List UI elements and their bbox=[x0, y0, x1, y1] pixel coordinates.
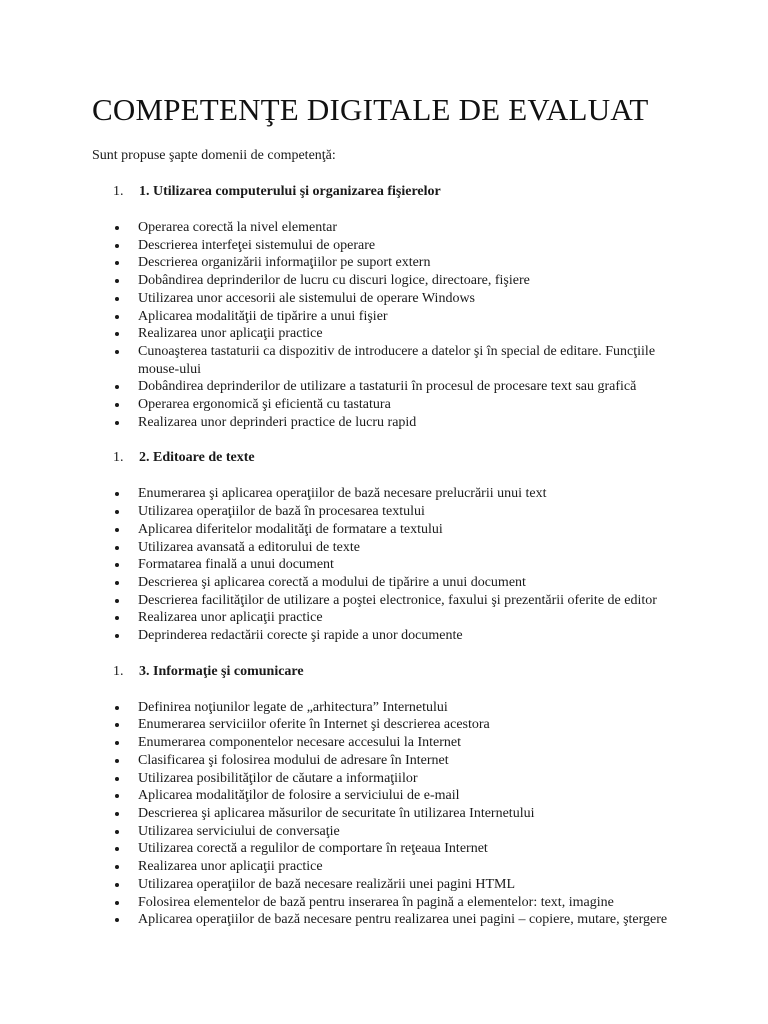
list-item: Aplicarea operaţiilor de bază necesare pentru realizarea unei pagini – copiere, mutare, ştergere bbox=[92, 911, 692, 929]
list-item: Aplicarea modalităţilor de folosire a serviciului de e-mail bbox=[92, 787, 692, 805]
bullet-icon bbox=[92, 414, 138, 432]
bullet-icon bbox=[92, 876, 138, 894]
list-item: Enumerarea serviciilor oferite în Internet şi descrierea acestora bbox=[92, 716, 692, 734]
list-item: Utilizarea posibilităţilor de căutare a informaţiilor bbox=[92, 770, 692, 788]
list-item: Descrierea şi aplicarea corectă a modului de tipărire a unui document bbox=[92, 574, 692, 592]
section-item-list bbox=[92, 485, 692, 644]
section-number: 1. bbox=[113, 663, 124, 679]
list-item: Folosirea elementelor de bază pentru inserarea în pagină a elementelor: text, imagine bbox=[92, 894, 692, 912]
list-item: Realizarea unor aplicaţii practice bbox=[92, 325, 692, 343]
bullet-icon bbox=[92, 308, 138, 326]
list-item: Enumerarea componentelor necesare accesului la Internet bbox=[92, 734, 692, 752]
list-item: Realizarea unor deprinderi practice de lucru rapid bbox=[92, 414, 692, 432]
list-item: Definirea noţiunilor legate de „arhitectura” Internetului bbox=[92, 699, 692, 717]
bullet-icon bbox=[92, 894, 138, 912]
section-heading bbox=[113, 663, 692, 681]
list-item: Aplicarea modalităţii de tipărire a unui fişier bbox=[92, 308, 692, 326]
bullet-icon bbox=[92, 787, 138, 805]
section-title: 1. Utilizarea computerului şi organizarea fişierelor bbox=[139, 184, 441, 199]
list-item: Utilizarea operaţiilor de bază necesare realizării unei pagini HTML bbox=[92, 876, 692, 894]
section-item-list bbox=[92, 699, 692, 929]
list-item: Utilizarea serviciului de conversaţie bbox=[92, 823, 692, 841]
bullet-icon bbox=[92, 219, 138, 237]
list-item: Operarea ergonomică şi eficientă cu tastatura bbox=[92, 396, 692, 414]
bullet-icon bbox=[92, 272, 138, 290]
bullet-icon bbox=[92, 521, 138, 539]
bullet-icon bbox=[92, 254, 138, 272]
bullet-icon bbox=[92, 503, 138, 521]
section-number: 1. bbox=[113, 184, 124, 199]
intro-text: Sunt propuse şapte domenii de competenţă: bbox=[92, 148, 336, 163]
bullet-icon bbox=[92, 290, 138, 308]
list-item: Utilizarea unor accesorii ale sistemului de operare Windows bbox=[92, 290, 692, 308]
bullet-icon bbox=[92, 343, 138, 378]
list-item: Utilizarea operaţiilor de bază în procesarea textului bbox=[92, 503, 692, 521]
bullet-icon bbox=[92, 699, 138, 717]
list-item: Enumerarea şi aplicarea operaţiilor de bază necesare prelucrării unui text bbox=[92, 485, 692, 503]
section-title: 3. Informaţie şi comunicare bbox=[139, 663, 304, 679]
section-item-list bbox=[92, 219, 692, 431]
bullet-icon bbox=[92, 770, 138, 788]
bullet-icon bbox=[92, 325, 138, 343]
bullet-icon bbox=[92, 752, 138, 770]
section-title: 2. Editoare de texte bbox=[139, 450, 255, 466]
list-item: Clasificarea şi folosirea modului de adresare în Internet bbox=[92, 752, 692, 770]
list-item: Utilizarea corectă a regulilor de comportare în reţeaua Internet bbox=[92, 840, 692, 858]
bullet-icon bbox=[92, 378, 138, 396]
list-item: Realizarea unor aplicaţii practice bbox=[92, 609, 692, 627]
list-item: Cunoaşterea tastaturii ca dispozitiv de introducere a datelor şi în special de editare. Funcţiile mouse-ului bbox=[92, 343, 692, 378]
document-page bbox=[92, 92, 692, 929]
bullet-icon bbox=[92, 840, 138, 858]
bullet-icon bbox=[92, 396, 138, 414]
list-item: Dobândirea deprinderilor de utilizare a tastaturii în procesul de procesare text sau grafică bbox=[92, 378, 692, 396]
list-item: Deprinderea redactării corecte şi rapide a unor documente bbox=[92, 627, 692, 645]
list-item: Aplicarea diferitelor modalităţi de formatare a textului bbox=[92, 521, 692, 539]
list-item: Realizarea unor aplicaţii practice bbox=[92, 858, 692, 876]
list-item: Descrierea şi aplicarea măsurilor de securitate în utilizarea Internetului bbox=[92, 805, 692, 823]
bullet-icon bbox=[92, 627, 138, 645]
bullet-icon bbox=[92, 858, 138, 876]
section-heading bbox=[113, 183, 692, 201]
list-item: Descrierea interfeţei sistemului de operare bbox=[92, 237, 692, 255]
list-item: Descrierea facilităţilor de utilizare a poştei electronice, faxului şi prezentării oferite de editor bbox=[92, 592, 692, 610]
bullet-icon bbox=[92, 911, 138, 929]
list-item: Utilizarea avansată a editorului de texte bbox=[92, 539, 692, 557]
bullet-icon bbox=[92, 734, 138, 752]
bullet-icon bbox=[92, 556, 138, 574]
list-item: Formatarea finală a unui document bbox=[92, 556, 692, 574]
section-number: 1. bbox=[113, 450, 124, 466]
bullet-icon bbox=[92, 592, 138, 610]
bullet-icon bbox=[92, 237, 138, 255]
bullet-icon bbox=[92, 823, 138, 841]
bullet-icon bbox=[92, 485, 138, 503]
list-item: Operarea corectă la nivel elementar bbox=[92, 219, 692, 237]
list-item: Dobândirea deprinderilor de lucru cu discuri logice, directoare, fişiere bbox=[92, 272, 692, 290]
bullet-icon bbox=[92, 574, 138, 592]
section-heading bbox=[113, 449, 692, 467]
list-item: Descrierea organizării informaţiilor pe suport extern bbox=[92, 254, 692, 272]
page-title: COMPETENŢE DIGITALE DE EVALUAT bbox=[92, 92, 649, 127]
bullet-icon bbox=[92, 539, 138, 557]
bullet-icon bbox=[92, 609, 138, 627]
bullet-icon bbox=[92, 805, 138, 823]
bullet-icon bbox=[92, 716, 138, 734]
